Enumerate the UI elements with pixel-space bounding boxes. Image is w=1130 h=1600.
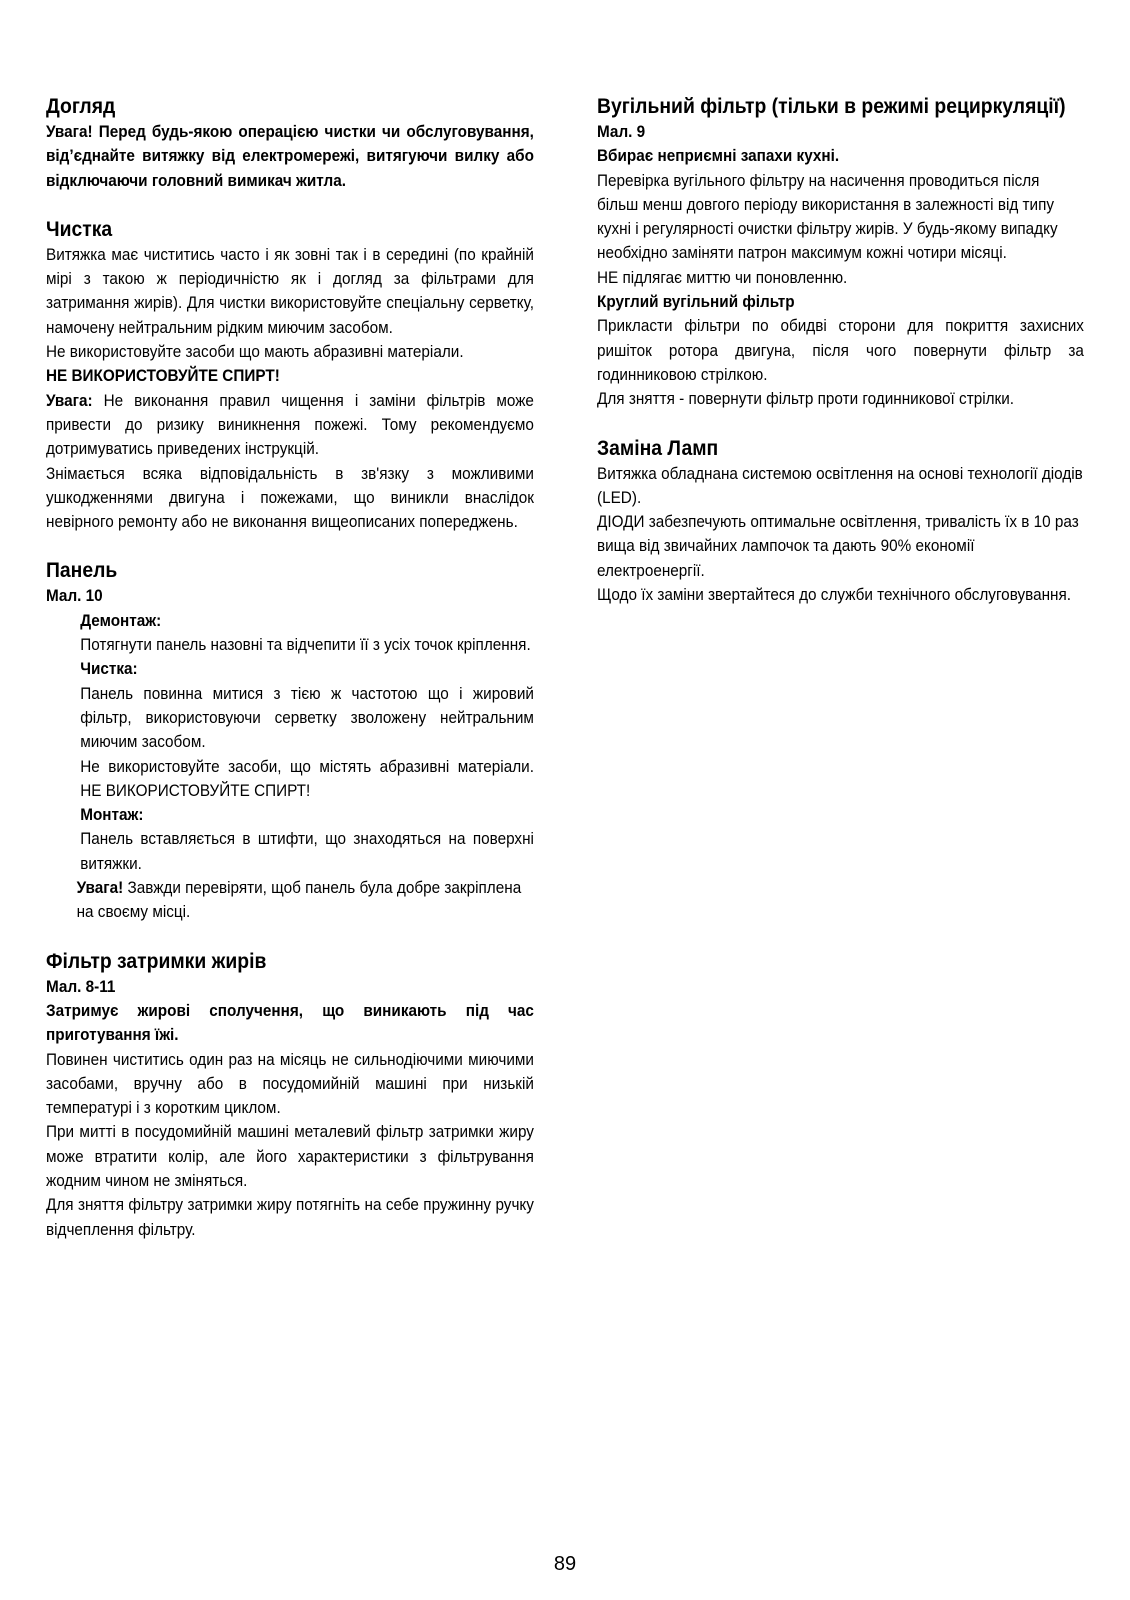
carbon-filter-check: Перевірка вугільного фільтру на насичення проводиться після більш менш довгого періоду використання в залежності від типу кухні і регулярності очистки фільтру жирів. У будь-якому випадку необхідно заміняти патрон максимум кожні чотири місяці. — [597, 170, 1058, 263]
section-grease-filter — [46, 947, 534, 1242]
care-heading: Догляд — [46, 94, 116, 118]
panel-dismount-label: Демонтаж: — [80, 610, 162, 630]
carbon-filter-figure-ref: Мал. 9 — [597, 122, 646, 141]
grease-filter-cleaning: Повинен чиститись один раз на місяць не сильнодіючими миючими засобами, вручну або в посудомийній машині при низькій температурі і з коротким циклом. — [46, 1049, 534, 1118]
cleaning-warning — [46, 389, 534, 462]
panel-warning — [46, 876, 534, 925]
section-panel — [46, 556, 534, 924]
cleaning-heading: Чистка — [46, 216, 113, 241]
cleaning-paragraph: Витяжка має чиститись часто і як зовні так і в середині (по крайній мірі з такою ж періодичністю як і догляд за фільтрами для затримання жирів). Для чистки використовуйте спеціальну серветку, намочену нейтральним рідким миючим засобом. — [46, 244, 534, 337]
lamps-service: Щодо їх заміни звертайтеся до служби технічного обслуговування. — [597, 585, 1072, 605]
lamps-heading: Заміна Ламп — [597, 435, 719, 460]
section-carbon-filter — [597, 92, 1084, 412]
panel-warning-label: Увага! — [76, 878, 124, 898]
panel-steps — [46, 609, 534, 876]
cleaning-abrasive-note: Не використовуйте засоби що мають абразивні матеріали. — [46, 342, 464, 362]
carbon-filter-heading: Вугільний фільтр (тільки в режимі рециркуляції) — [597, 94, 1066, 118]
grease-filter-purpose: Затримує жирові сполучення, що виникають під час приготування їжі. — [46, 1000, 534, 1045]
carbon-filter-no-wash: НЕ підлягає миттю чи поновленню. — [597, 267, 848, 287]
grease-filter-dishwasher: При митті в посудомийній машині металевий фільтр затримки жиру може втратити колір, але його характеристики з фільтрування жодним чином не зміняться. — [46, 1122, 534, 1190]
cleaning-warning-text: Не виконання правил чищення і заміни фільтрів може привести до ризику виникнення пожежі. Тому рекомендуємо дотримуватись приведених інструкцій. — [46, 390, 534, 459]
care-warning: Увага! Перед будь-якою операцією чистки чи обслуговування, від’єднайте витяжку від електромережі, витягуючи вилку або відключаючи головний вимикач житла. — [46, 122, 534, 190]
cleaning-warning-label: Увага: — [46, 390, 93, 410]
left-column — [46, 92, 534, 1264]
section-care — [46, 92, 534, 193]
panel-warning-text: Завжди перевіряти, щоб панель була добре закріплена на своєму місці. — [76, 878, 522, 922]
grease-filter-heading: Фільтр затримки жирів — [46, 948, 267, 973]
section-cleaning — [46, 215, 534, 535]
cleaning-liability: Знімається всяка відповідальність в зв'язку з можливими ушкодженнями двигуна і пожежами, що виникли внаслідок невірного ремонту або не виконання вищеописаних попереджень. — [46, 463, 534, 532]
panel-clean-text-2: Не використовуйте засоби, що містять абразивні матеріали. НЕ ВИКОРИСТОВУЙТЕ СПИРТ! — [80, 756, 534, 800]
panel-clean-label: Чистка: — [80, 659, 138, 679]
panel-mount-text: Панель вставляється в штифти, що знаходяться на поверхні витяжки. — [80, 829, 534, 873]
round-carbon-filter-label: Круглий вугільний фільтр — [597, 292, 795, 312]
grease-filter-figure-ref: Мал. 8-11 — [46, 976, 116, 996]
lamps-led-benefits: ДІОДИ забезпечують оптимальне освітлення, тривалість їх в 10 раз вища від звичайних лампочок та дають 90% економії електроенергії. — [597, 512, 1079, 580]
cleaning-no-alcohol: НЕ ВИКОРИСТОВУЙТЕ СПИРТ! — [46, 366, 280, 386]
panel-figure-ref: Мал. 10 — [46, 586, 103, 606]
grease-filter-removal: Для зняття фільтру затримки жиру потягніть на себе пружинну ручку відчеплення фільтру. — [46, 1195, 534, 1239]
right-column — [597, 92, 1084, 629]
round-carbon-filter-install: Прикласти фільтри по обидві сторони для покриття захисних ришіток ротора двигуна, після чого повернути фільтр за годинниковою стрілкою. — [597, 316, 1084, 384]
panel-dismount-text: Потягнути панель назовні та відчепити її з усіх точок кріплення. — [80, 635, 531, 655]
lamps-system: Витяжка обладнана системою освітлення на основі технології діодів (LED). — [597, 463, 1083, 507]
carbon-filter-purpose: Вбирає неприємні запахи кухні. — [597, 146, 840, 166]
round-carbon-filter-remove: Для зняття - повернути фільтр проти годинникової стрілки. — [597, 389, 1015, 409]
panel-clean-text: Панель повинна митися з тією ж частотою що і жировий фільтр, використовуючи серветку зволожену нейтральним миючим засобом. — [80, 683, 534, 752]
panel-heading: Панель — [46, 558, 118, 583]
panel-mount-label: Монтаж: — [80, 805, 144, 825]
page-number: 89 — [553, 1553, 577, 1575]
section-lamps — [597, 434, 1084, 608]
